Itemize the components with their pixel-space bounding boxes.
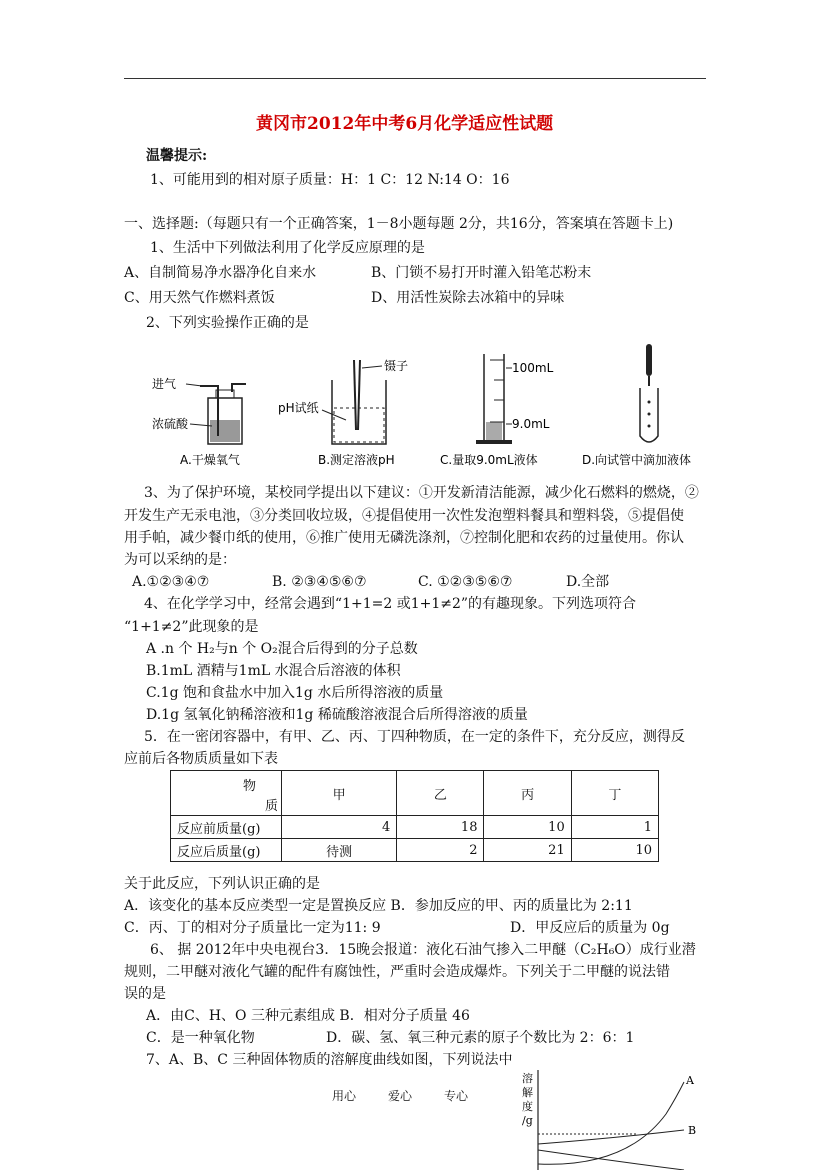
footer-text: 用心 <box>332 1089 357 1103</box>
table-cell: 待测 <box>282 839 397 862</box>
q3-option-a: A.①②③④⑦ <box>132 574 210 590</box>
acid-label: 浓硫酸 <box>152 417 189 431</box>
table-header-row <box>171 771 659 816</box>
inlet-label: 进气 <box>152 377 177 391</box>
table-cell: 1 <box>571 816 658 839</box>
q5-option-a: A．该变化的基本反应类型一定是置换反应 B．参加反应的甲、丙的质量比为 2:11 <box>124 898 633 914</box>
table-row <box>171 839 659 862</box>
q3-option-b: B. ②③④⑤⑥⑦ <box>272 574 367 590</box>
q4-option-c: C.1g 饱和食盐水中加入1g 水后所得溶液的质量 <box>146 685 444 701</box>
question-6-line2: 规则，二甲醚对液化气罐的配件有腐蚀性，严重时会造成爆炸。下列关于二甲醚的说法错 <box>124 964 670 980</box>
row-label: 反应后质量(g) <box>171 839 282 862</box>
solubility-curve-figure <box>516 1068 716 1174</box>
curve-a <box>538 1082 684 1164</box>
ylabel-char: 解 <box>522 1086 533 1099</box>
test-tube-dropper-icon <box>640 344 658 442</box>
column-header: 丙 <box>484 771 571 816</box>
question-2-stem: 2、下列实验操作正确的是 <box>146 315 309 331</box>
q3-option-d: D.全部 <box>566 574 610 590</box>
corner-bottom: 质 <box>265 799 279 814</box>
q4-option-d: D.1g 氢氧化钠稀溶液和1g 稀硫酸溶液混合后所得溶液的质量 <box>146 707 528 723</box>
q6-option-d: D．碳、氢、氧三种元素的原子个数比为 2：6：1 <box>326 1030 635 1046</box>
question-4-line1: 4、在化学学习中，经常会遇到“1+1=2 或1+1≠2”的有趣现象。下列选项符合 <box>144 596 637 612</box>
curve-b <box>538 1130 684 1144</box>
table-cell: 18 <box>397 816 484 839</box>
q5-after: 关于此反应，下列认识正确的是 <box>124 876 320 892</box>
table-corner-cell <box>171 771 282 816</box>
ml100-label: 100mL <box>512 361 554 375</box>
curve-c <box>538 1150 684 1170</box>
ylabel-char: 溶 <box>522 1072 533 1085</box>
tip-line: 1、可能用到的相对原子质量：H：1 C：12 N:14 O：16 <box>150 172 510 188</box>
ylabel-char: 度 <box>522 1100 533 1113</box>
question-1-stem: 1、生活中下列做法利用了化学反应原理的是 <box>150 240 425 256</box>
question-6-line3: 误的是 <box>124 986 166 1002</box>
q1-option-a: A、自制简易净水器净化自来水 <box>124 265 317 281</box>
ml9-label: 9.0mL <box>512 417 550 431</box>
q5-option-d: D．甲反应后的质量为 0g <box>510 920 670 936</box>
question-3-line4: 为可以采纳的是： <box>124 552 236 568</box>
caption-c: C.量取9.0mL液体 <box>440 453 538 467</box>
table-cell: 4 <box>282 816 397 839</box>
column-header: 丁 <box>571 771 658 816</box>
q6-option-c: C．是一种氧化物 <box>146 1030 255 1046</box>
column-header: 甲 <box>282 771 397 816</box>
q1-option-b: B、门锁不易打开时灌入铅笔芯粉末 <box>371 265 592 281</box>
question-3-line3: 用手帕，减少餐巾纸的使用，⑥推广使用无磷洗涤剂，⑦控制化肥和农药的过量使用。你认 <box>124 530 684 546</box>
caption-d: D.向试管中滴加液体 <box>582 453 692 467</box>
q5-option-c: C．丙、丁的相对分子质量比一定为11: 9 <box>124 920 381 936</box>
curve-a-label: A <box>686 1074 694 1087</box>
table-cell: 10 <box>484 816 571 839</box>
ph-paper-label: pH试纸 <box>278 401 319 415</box>
q3-option-c: C. ①②③⑤⑥⑦ <box>418 574 513 590</box>
question-6-line1: 6、 据 2012年中央电视台3．15晚会报道：液化石油气掺入二甲醚（C₂H₆O）成行业潜 <box>150 942 696 958</box>
q2-figure <box>150 340 720 474</box>
q1-option-c: C、用天然气作燃料煮饭 <box>124 290 275 306</box>
q4-option-b: B.1mL 酒精与1mL 水混合后溶液的体积 <box>146 663 401 679</box>
question-3-line1: 3、为了保护环境，某校同学提出以下建议：①开发新清洁能源，减少化石燃料的燃烧，② <box>144 485 699 501</box>
footer-text: 爱心 <box>388 1089 413 1103</box>
question-4-line2: “1+1≠2”此现象的是 <box>124 619 259 635</box>
q1-option-d: D、用活性炭除去冰箱中的异味 <box>371 290 565 306</box>
column-header: 乙 <box>397 771 484 816</box>
beaker-icon <box>332 360 386 444</box>
table-cell: 2 <box>397 839 484 862</box>
caption-a: A.干燥氧气 <box>180 453 240 467</box>
q6-option-a: A．由C、H、O 三种元素组成 B．相对分子质量 46 <box>146 1008 470 1024</box>
curve-b-label: B <box>688 1124 697 1137</box>
row-label: 反应前质量(g) <box>171 816 282 839</box>
ylabel-char: /g <box>522 1114 533 1127</box>
corner-top: 物 <box>243 779 257 794</box>
question-5-line1: 5．在一密闭容器中，有甲、乙、丙、丁四种物质，在一定的条件下，充分反应，测得反 <box>144 729 685 745</box>
tip-heading: 温馨提示: <box>146 148 208 164</box>
tweezers-label: 镊子 <box>384 359 409 373</box>
question-7-stem: 7、A、B、C 三种固体物质的溶解度曲线如图，下列说法中 <box>146 1052 513 1068</box>
footer-text: 专心 <box>444 1089 469 1103</box>
section-heading: 一、选择题:（每题只有一个正确答案，1－8小题每题 2分，共16分，答案填在答题卡上) <box>124 216 674 232</box>
header-rule <box>124 78 706 79</box>
mass-table <box>170 770 659 862</box>
q4-option-a: A .n 个 H₂与n 个 O₂混合后得到的分子总数 <box>146 641 418 657</box>
question-3-line2: 开发生产无汞电池，③分类回收垃圾，④提倡使用一次性发泡塑料餐具和塑料袋，⑤提倡使 <box>124 508 684 524</box>
table-cell: 10 <box>571 839 658 862</box>
page-title: 黄冈市2012年中考6月化学适应性试题 <box>256 114 554 134</box>
caption-b: B.测定溶液pH <box>318 453 395 467</box>
table-cell: 21 <box>484 839 571 862</box>
question-5-line2: 应前后各物质质量如下表 <box>124 751 278 767</box>
gas-washing-bottle-icon <box>200 384 246 444</box>
table-row <box>171 816 659 839</box>
